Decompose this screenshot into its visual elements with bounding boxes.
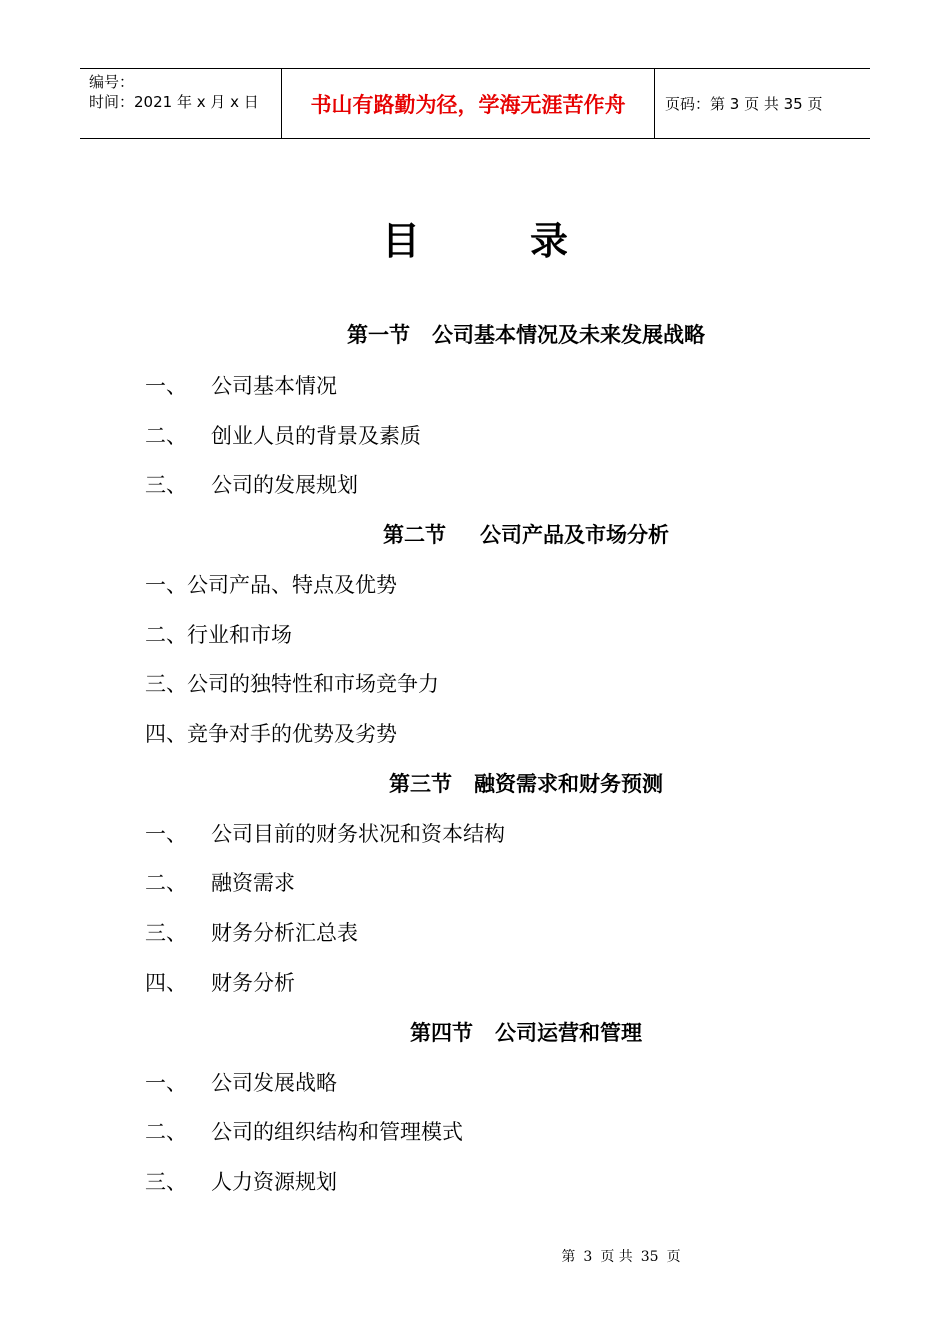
toc-item[interactable] [145,1116,463,1146]
toc-item-number: 一、 [145,374,187,398]
header-page-label: 页码：第 3 页 共 35 页 [665,95,823,113]
number-label: 编号： [89,73,135,91]
toc-item-text: 公司发展战略 [211,1071,337,1095]
section-label: 第三节 [389,772,452,796]
toc-item-number: 二、 [145,871,187,895]
toc-item-number: 三、 [145,473,187,497]
toc-item-number: 一、 [145,822,187,846]
toc-item-text: 公司产品、特点及优势 [187,573,397,597]
toc-item[interactable] [145,619,292,649]
toc-item-number: 三、 [145,1170,187,1194]
toc-item[interactable] [145,967,295,997]
toc-item[interactable] [145,1067,337,1097]
toc-item-text: 公司目前的财务状况和资本结构 [211,822,505,846]
toc-item-text: 公司的发展规划 [211,473,358,497]
toc-item-number: 二、 [145,1120,187,1144]
page-footer [0,1246,950,1266]
toc-item-number: 三、 [145,921,187,945]
title-char-1: 目 [381,218,420,263]
toc-item-text: 人力资源规划 [211,1170,337,1194]
toc-item[interactable] [145,1166,337,1196]
section-heading [0,768,950,798]
toc-item-text: 创业人员的背景及素质 [211,424,421,448]
section-heading [0,519,950,549]
toc-item[interactable] [145,469,358,499]
footer-total-pages: 35 [640,1249,659,1265]
toc-item-text: 融资需求 [211,871,295,895]
toc-item-text: 财务分析 [211,971,295,995]
section-name: 公司运营和管理 [495,1021,642,1045]
section-heading [0,1017,950,1047]
time-label: 时间：2021 年 x 月 x 日 [89,93,259,111]
toc-item-text: 公司的组织结构和管理模式 [211,1120,463,1144]
toc-item-number: 一、 [145,573,187,597]
toc-item-text: 财务分析汇总表 [211,921,358,945]
toc-item[interactable] [145,917,358,947]
section-heading [0,319,950,349]
footer-prefix: 第 [561,1249,576,1265]
section-label: 第四节 [410,1021,473,1045]
section-name: 融资需求和财务预测 [474,772,663,796]
toc-item[interactable] [145,668,439,698]
toc-item[interactable] [145,370,337,400]
footer-mid: 页 共 [600,1249,633,1265]
section-label: 第二节 [383,523,446,547]
section-label: 第一节 [347,323,410,347]
toc-item-text: 竞争对手的优势及劣势 [187,722,397,746]
toc-item-text: 公司基本情况 [211,374,337,398]
footer-suffix: 页 [666,1249,681,1265]
page-title [0,210,950,265]
title-char-2: 录 [530,218,569,263]
toc-item-number: 四、 [145,722,187,746]
header-meta [80,69,282,138]
toc-item[interactable] [145,818,505,848]
section-name: 公司产品及市场分析 [480,523,669,547]
toc-item[interactable] [145,867,295,897]
toc-item-number: 一、 [145,1071,187,1095]
footer-page-number: 3 [583,1249,593,1265]
section-name: 公司基本情况及未来发展战略 [432,323,705,347]
toc-item[interactable] [145,420,421,450]
toc-item-text: 行业和市场 [187,623,292,647]
toc-item[interactable] [145,569,397,599]
toc-item-number: 三、 [145,672,187,696]
page-header [80,68,870,139]
header-motto: 书山有路勤为径，学海无涯苦作舟 [282,69,655,138]
toc-item-number: 四、 [145,971,187,995]
toc-item-text: 公司的独特性和市场竞争力 [187,672,439,696]
toc-item-number: 二、 [145,623,187,647]
toc-item[interactable] [145,718,397,748]
toc-item-number: 二、 [145,424,187,448]
